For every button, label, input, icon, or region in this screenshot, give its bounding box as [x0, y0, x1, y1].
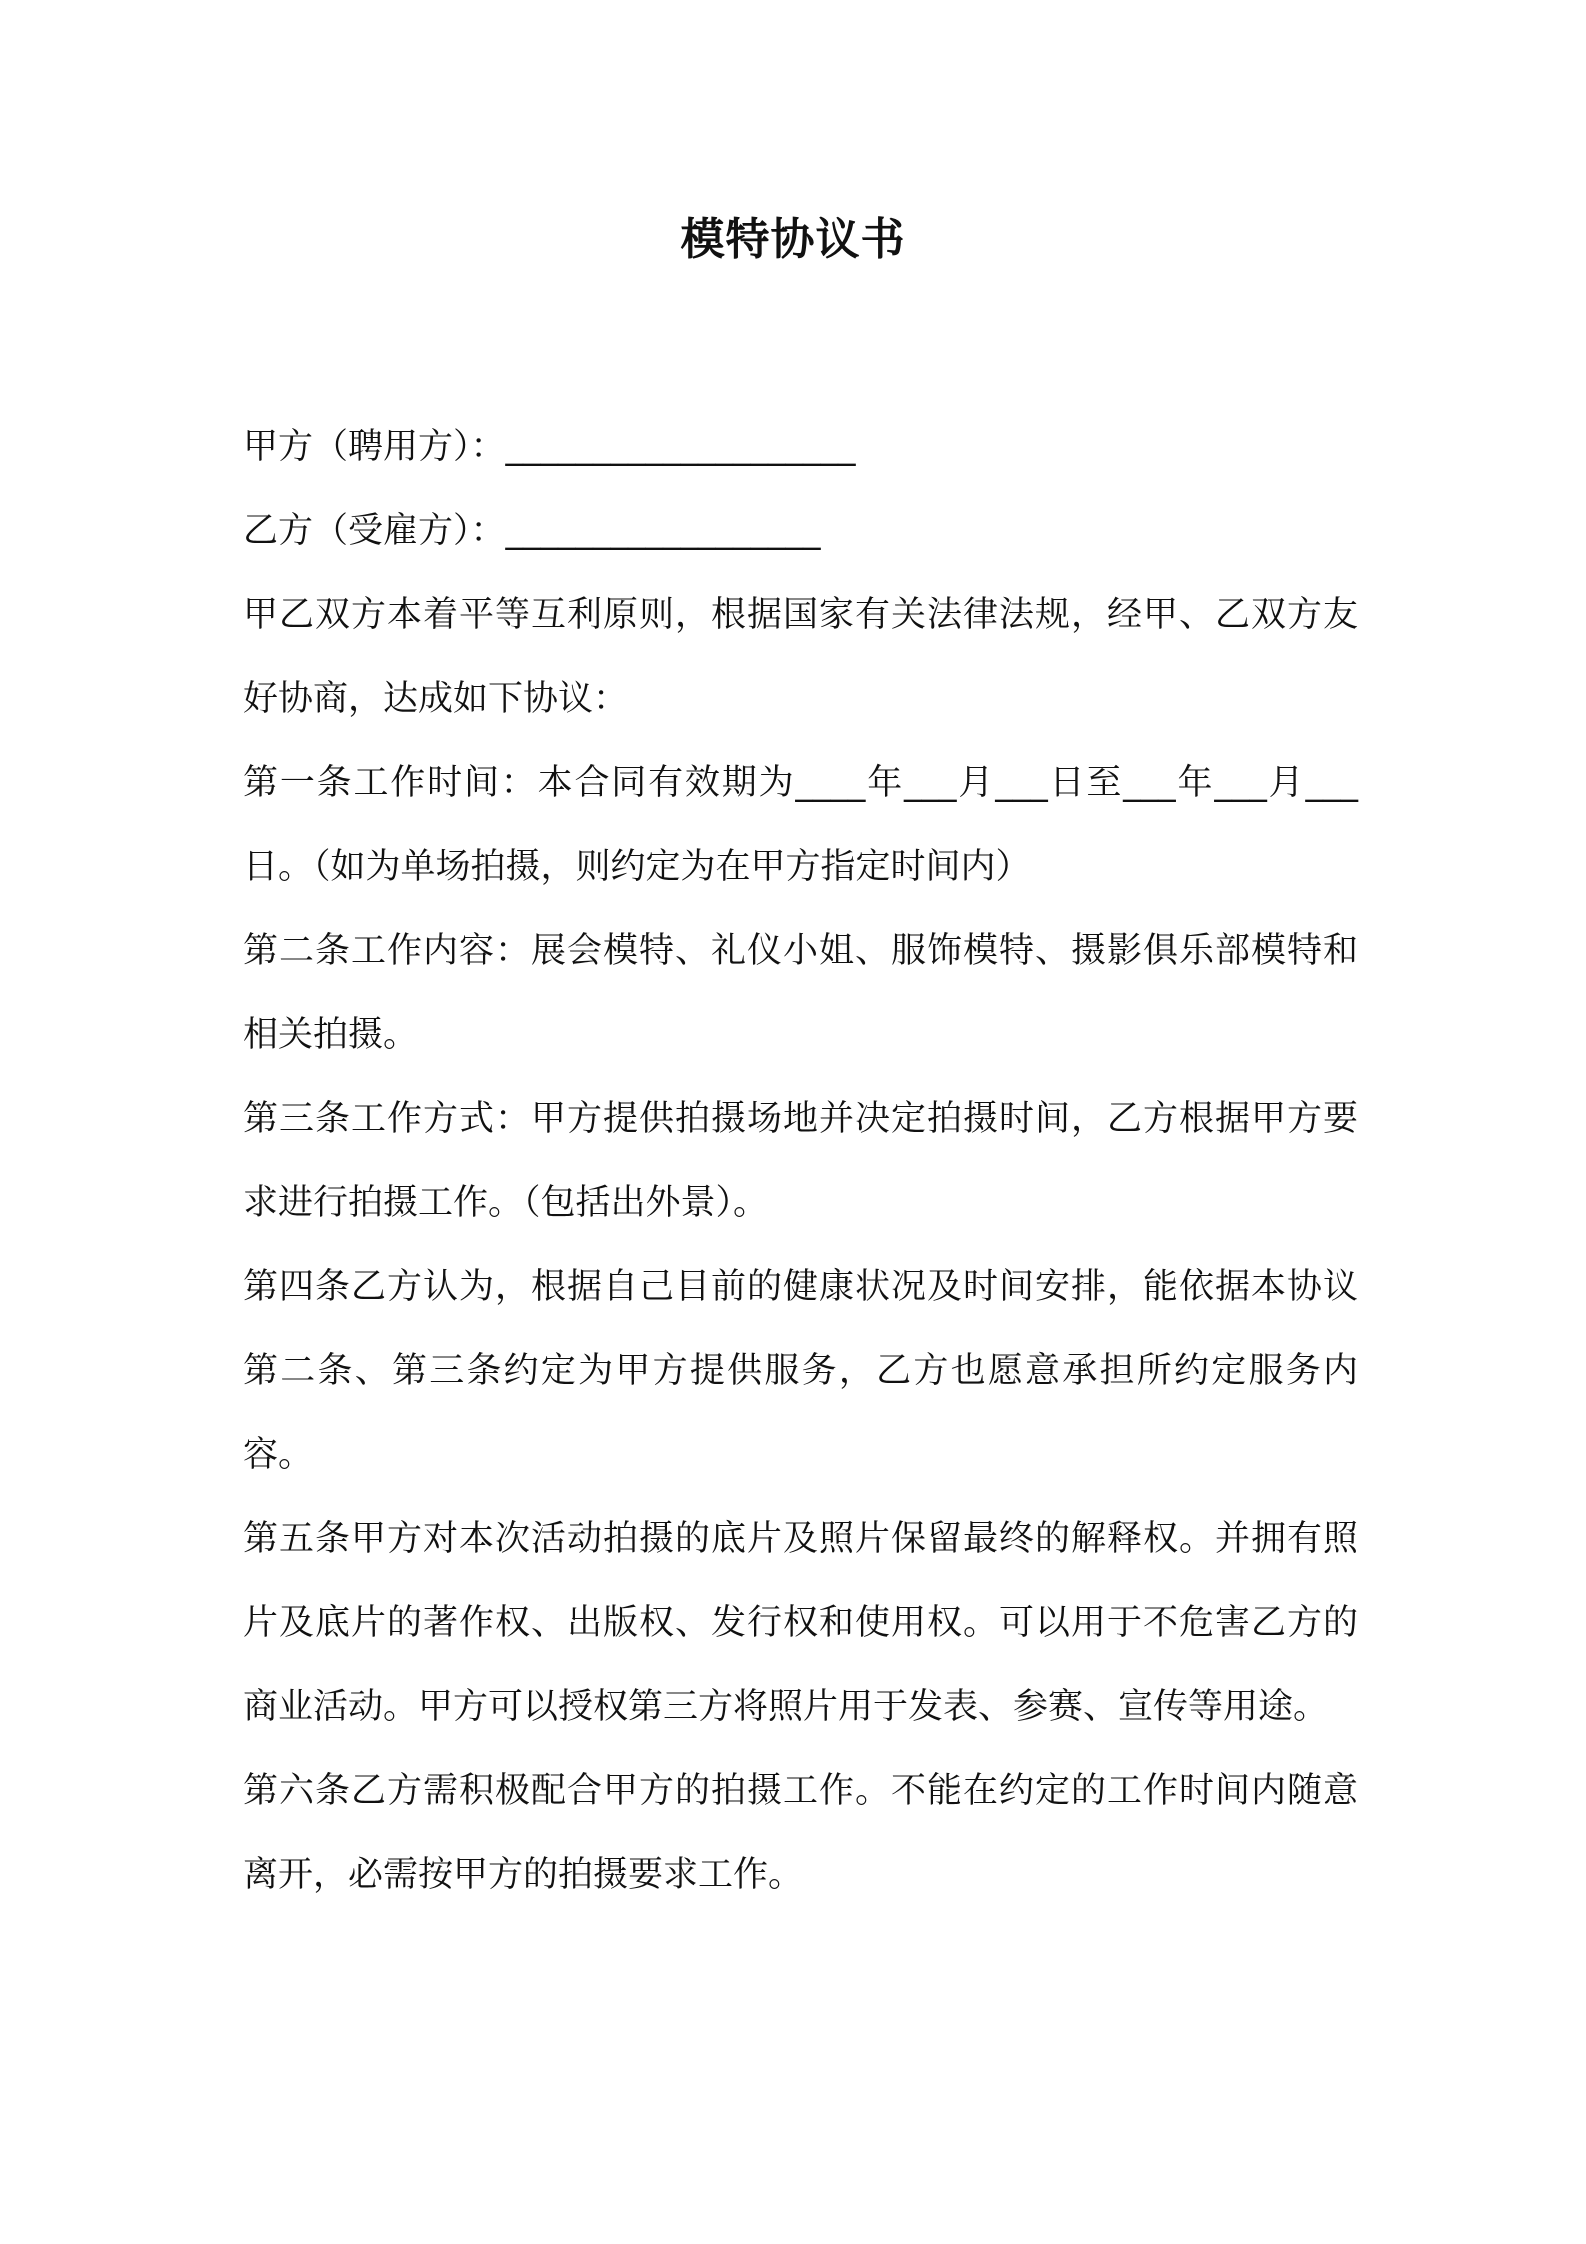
article-4-party-b-statement: 第四条乙方认为，根据自己目前的健康状况及时间安排，能依据本协议第二条、第三条约定为甲方提供服务，乙方也愿意承担所约定服务内容。: [243, 1267, 1358, 1475]
document-body: [243, 405, 1358, 1917]
article-6-cooperation: 第六条乙方需积极配合甲方的拍摄工作。不能在约定的工作时间内随意离开，必需按甲方的拍摄要求工作。: [243, 1771, 1358, 1895]
preamble-paragraph: 甲乙双方本着平等互利原则，根据国家有关法律法规，经甲、乙双方友好协商，达成如下协议：: [243, 595, 1358, 719]
article-2-work-content: 第二条工作内容：展会模特、礼仪小姐、服饰模特、摄影俱乐部模特和相关拍摄。: [243, 931, 1358, 1055]
article-3-work-method: 第三条工作方式：甲方提供拍摄场地并决定拍摄时间，乙方根据甲方要求进行拍摄工作。（包括出外景）。: [243, 1099, 1358, 1223]
article-1-work-time: 第一条工作时间：本合同有效期为____年___月___日至___年___月___日。（如为单场拍摄，则约定为在甲方指定时间内）: [243, 763, 1358, 887]
article-5-photo-rights: 第五条甲方对本次活动拍摄的底片及照片保留最终的解释权。并拥有照片及底片的著作权、出版权、发行权和使用权。可以用于不危害乙方的商业活动。甲方可以授权第三方将照片用于发表、参赛、宣传等用途。: [243, 1519, 1358, 1727]
party-b-line: 乙方（受雇方）：__________________: [243, 511, 821, 551]
document-title: 模特协议书: [680, 214, 906, 265]
party-a-line: 甲方（聘用方）：____________________: [243, 427, 856, 467]
